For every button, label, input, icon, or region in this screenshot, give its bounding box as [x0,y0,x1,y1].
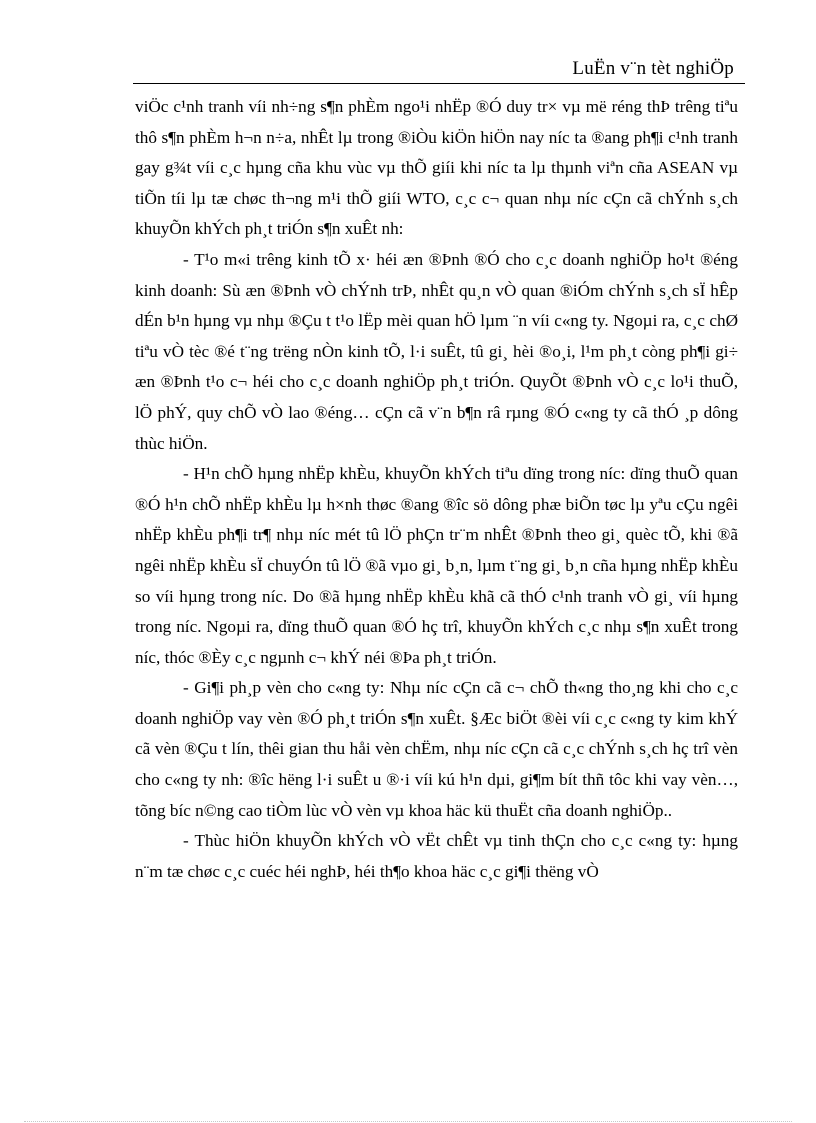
running-header-title: LuËn v¨n tèt nghiÖp [572,58,734,79]
paragraph-incentives: - Thùc hiÖn khuyÕn khÝch vÒ vËt chÊt vµ tinh thÇn cho c¸c c«ng ty: hµng n¨m tæ chøc c¸c cuéc héi nghÞ, héi th¶o khoa häc c¸c gi¶i thëng vÒ [135,831,738,881]
paragraph-continued: viÖc c¹nh tranh víi nh÷ng s¶n phÈm ngo¹i nhËp ®Ó duy tr× vµ më réng thÞ trêng tiªu thô s¶n phÈm h¬n n÷a, nhÊt lµ trong ®iÒu kiÖn hiÖn nay níc ta ®ang ph¶i c¹nh tranh gay g¾t víi c¸c hµng cña khu vùc vµ thÕ giíi khi níc ta lµ thµnh viªn cña ASEAN vµ tiÕn tíi lµ tæ chøc th¬ng m¹i thÕ giíi WTO, c¸c c¬ quan nhµ níc cÇn cã chÝnh s¸ch khuyÕn khÝch ph¸t triÓn s¶n xuÊt nh: [135,97,738,239]
paragraph-import-restriction: - H¹n chÕ hµng nhËp khÈu, khuyÕn khÝch tiªu dïng trong níc: dïng thuÕ quan ®Ó h¹n chÕ nhËp khÈu lµ h×nh thøc ®ang ®îc sö dông phæ biÕn tøc lµ yªu cÇu ngêi nhËp khÈu ph¶i tr¶ nhµ níc mét tû lÖ phÇn tr¨m nhÊt ®Þnh theo gi¸ quèc tÕ, khi ®ã ngêi nhËp khÈu sÏ chuyÓn tû lÖ ®ã vµo gi¸ b¸n, lµm t¨ng gi¸ b¸n cña hµng nhËp khÈu so víi hµng trong níc. Do ®ã hµng nhËp khÈu khã cã thÓ c¹nh tranh vÒ gi¸ víi hµng trong níc. Ngoµi ra, dïng thuÕ quan ®Ó hç trî, khuyÕn khÝch c¸c nhµ s¶n xuÊt trong níc, thóc ®Èy c¸c ngµnh c¬ khÝ néi ®Þa ph¸t triÓn. [135,464,738,667]
paragraph-capital-solution: - Gi¶i ph¸p vèn cho c«ng ty: Nhµ níc cÇn cã c¬ chÕ th«ng tho¸ng khi cho c¸c doanh nghiÖp vay vèn ®Ó ph¸t triÓn s¶n xuÊt. §Æc biÖt ®èi víi c¸c c«ng ty kim khÝ cã vèn ®Çu t lín, thêi gian thu håi vèn chËm, nhµ níc cÇn cã c¸c chÝnh s¸ch hç trî vèn cho c«ng ty nh: ®îc hëng l·i suÊt u ®·i víi kú h¹n dµi, gi¶m bít thñ tôc khi vay vèn…, tõng bíc n©ng cao tiÒm lùc vÒ vèn vµ khoa häc kü thuËt cña doanh nghiÖp.. [135,678,738,820]
paragraph-stable-environment: - T¹o m«i trêng kinh tÕ x· héi æn ®Þnh ®Ó cho c¸c doanh nghiÖp ho¹t ®éng kinh doanh: Sù æn ®Þnh vÒ chÝnh trÞ, nhÊt qu¸n vÒ quan ®iÓm chÝnh s¸ch sÏ hÊp dÉn b¹n hµng vµ nhµ ®Çu t t¹o lËp mèi quan hÖ lµm ¨n víi c«ng ty. Ngoµi ra, c¸c chØ tiªu vÒ tèc ®é t¨ng trëng nÒn kinh tÕ, l·i suÊt, tû gi¸ hèi ®o¸i, l¹m ph¸t còng ph¶i gi÷ æn ®Þnh t¹o c¬ héi cho c¸c doanh nghiÖp ph¸t triÓn. QuyÕt ®Þnh vÒ c¸c lo¹i thuÕ, lÖ phÝ, quy chÕ vÒ lao ®éng… cÇn cã v¨n b¶n râ rµng ®Ó c«ng ty cã thÓ ¸p dông thùc hiÖn. [135,249,738,453]
document-body [135,92,738,887]
header-rule [133,83,745,84]
page-bottom-divider [24,1121,792,1122]
